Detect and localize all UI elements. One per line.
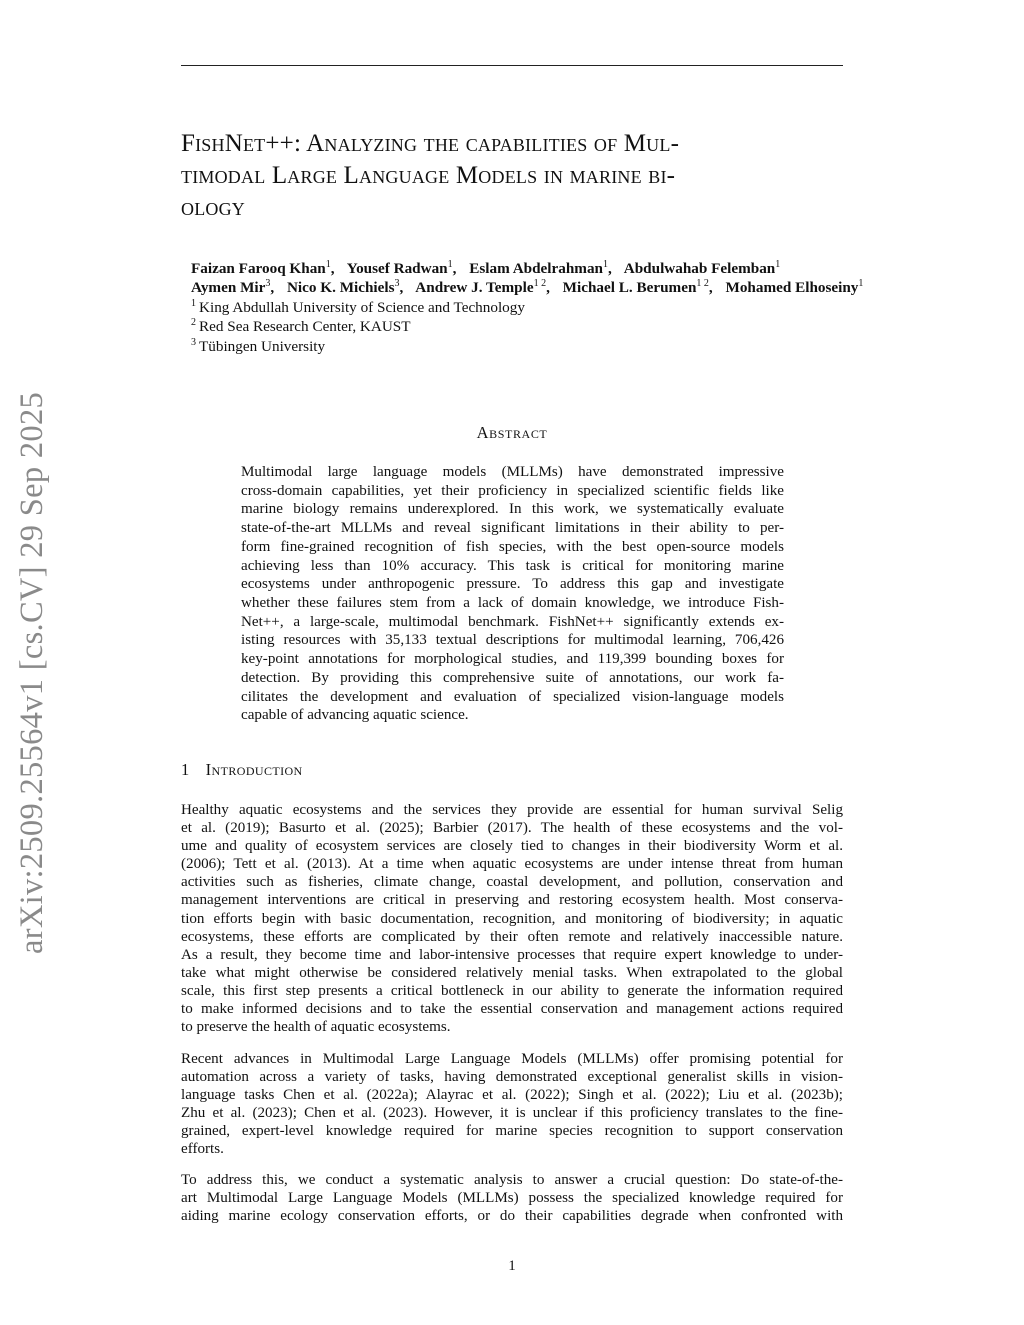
text-line: grained, expert-level knowledge required for marine species recognition to support conservation bbox=[181, 1123, 843, 1140]
author: Andrew J. Temple$^{1 2}$, bbox=[415, 278, 550, 297]
body-paragraph bbox=[181, 1171, 843, 1225]
text-line: Recent advances in Multimodal Large Language Models (MLLMs) offer promising potential for bbox=[181, 1051, 843, 1067]
text-line: isting resources with 35,133 textual descriptions for multimodal learning, 706,426 bbox=[241, 632, 784, 649]
text-line: marine biology remains underexplored. In this work, we systematically evaluate bbox=[241, 501, 784, 518]
text-line: (2006); Tett et al. (2013). At a time when aquatic ecosystems are under intense threat from human bbox=[181, 856, 843, 873]
text-line: Net++, a large-scale, multimodal benchmark. FishNet++ significantly extends ex- bbox=[241, 613, 784, 630]
section-number: 1 bbox=[181, 760, 190, 779]
text-line: automation across a variety of tasks, having demonstrated exceptional generalist skills in vision- bbox=[181, 1069, 843, 1086]
text-line: language tasks Chen et al. (2022a); Alayrac et al. (2022); Singh et al. (2022); Liu et al. (2023b); bbox=[181, 1087, 843, 1104]
author-block bbox=[191, 259, 951, 356]
text-line: whether these failures stem from a lack of domain knowledge, we introduce Fish- bbox=[241, 595, 784, 612]
author: Nico K. Michiels$^3$, bbox=[286, 278, 404, 297]
text-line: detection. By providing this comprehensive suite of annotations, our work fa- bbox=[241, 669, 784, 686]
text-line: to preserve the health of aquatic ecosystems. bbox=[181, 1019, 451, 1036]
author: Abdulwahab Felemban$^1$ bbox=[623, 259, 781, 277]
text-line: ume and quality of ecosystem services are closely tied to changes in their biodiversity Worm et al. bbox=[181, 838, 843, 855]
author: Aymen Mir$^3$, bbox=[191, 278, 275, 297]
text-line: ecosystems under anthropogenic pressure. To address this gap and investigate bbox=[241, 576, 784, 593]
page-number: 1 bbox=[508, 1258, 516, 1274]
author-line bbox=[191, 278, 951, 297]
text-line: form fine-grained recognition of fish species, with the best open-source models bbox=[241, 538, 784, 555]
text-line: capable of advancing aquatic science. bbox=[241, 707, 469, 724]
text-line: cross-domain capabilities, yet their proficiency in specialized scientific fields like bbox=[241, 482, 784, 499]
title-line: timodal Large Language Models in marine bi- bbox=[181, 162, 676, 189]
section-heading bbox=[181, 760, 303, 780]
text-line: achieving less than 10% accuracy. This task is critical for monitoring marine bbox=[241, 557, 784, 574]
text-line: efforts. bbox=[181, 1141, 224, 1158]
author-line bbox=[191, 259, 951, 278]
text-line: aiding marine ecology conservation efforts, or do their capabilities degrade when confronted with bbox=[181, 1208, 843, 1225]
text-line: scale, this first step presents a critical bottleneck in our ability to generate the information required bbox=[181, 982, 843, 999]
author: Mohamed Elhoseiny$^1$ bbox=[725, 278, 864, 297]
text-line: et al. (2019); Basurto et al. (2025); Barbier (2017). The health of these ecosystems and the vol- bbox=[181, 820, 843, 837]
author: Yousef Radwan$^1$, bbox=[346, 259, 457, 277]
author: Eslam Abdelrahman$^1$, bbox=[469, 259, 612, 277]
arxiv-identifier-stamp: arXiv:2509.25564v1 [cs.CV] 29 Sep 2025 bbox=[14, 391, 50, 954]
text-line: Healthy aquatic ecosystems and the services they provide are essential for human survival Selig bbox=[181, 802, 843, 818]
text-line: Zhu et al. (2023); Chen et al. (2023). However, it is unclear if this proficiency translates to the fine- bbox=[181, 1105, 843, 1122]
text-line: Multimodal large language models (MLLMs) have demonstrated impressive bbox=[241, 464, 784, 480]
affiliation: $^3$ Tübingen University bbox=[191, 336, 326, 355]
text-line: art Multimodal Large Language Models (MLLMs) possess the specialized knowledge required for bbox=[181, 1190, 843, 1207]
title-line: FishNet++: Analyzing the capabilities of Mul- bbox=[181, 130, 680, 157]
text-line: take what might otherwise be considered relatively menial tasks. When extrapolated to the global bbox=[181, 964, 843, 981]
text-line: activities such as fisheries, climate change, coastal development, and pollution, conservation and bbox=[181, 874, 843, 891]
section-title: Introduction bbox=[205, 760, 303, 779]
text-line: management interventions are critical in preserving and restoring ecosystem health. Most conserva- bbox=[181, 892, 843, 909]
top-rule bbox=[181, 65, 843, 66]
title-line: ology bbox=[181, 194, 245, 221]
author: Michael L. Berumen$^{1 2}$, bbox=[562, 278, 713, 297]
affiliation: $^2$ Red Sea Research Center, KAUST bbox=[191, 317, 411, 336]
body-paragraph bbox=[181, 801, 843, 1036]
text-line: state-of-the-art MLLMs and reveal significant limitations in their ability to per- bbox=[241, 520, 784, 537]
paper-title bbox=[181, 128, 845, 224]
author: Faizan Farooq Khan$^1$, bbox=[191, 259, 335, 277]
text-line: ecosystems, these efforts are complicated by their often remote and relatively inaccessible nature. bbox=[181, 928, 843, 945]
abstract-text bbox=[241, 463, 784, 725]
text-line: As a result, they become time and labor-intensive processes that require expert knowledge to under- bbox=[181, 946, 843, 963]
abstract-heading: Abstract bbox=[476, 423, 548, 442]
text-line: To address this, we conduct a systematic analysis to answer a crucial question: Do state-of-the- bbox=[181, 1172, 843, 1188]
affiliation: $^1$ King Abdullah University of Science and Technology bbox=[191, 297, 525, 316]
text-line: cilitates the development and evaluation of specialized vision-language models bbox=[241, 688, 784, 705]
text-line: tion efforts begin with basic documentation, recognition, and monitoring of biodiversity; in aquatic bbox=[181, 910, 843, 927]
body-paragraph bbox=[181, 1050, 843, 1159]
text-line: to make informed decisions and to take the essential conservation and management actions required bbox=[181, 1001, 843, 1018]
text-line: key-point annotations for morphological studies, and 119,399 bounding boxes for bbox=[241, 651, 784, 668]
